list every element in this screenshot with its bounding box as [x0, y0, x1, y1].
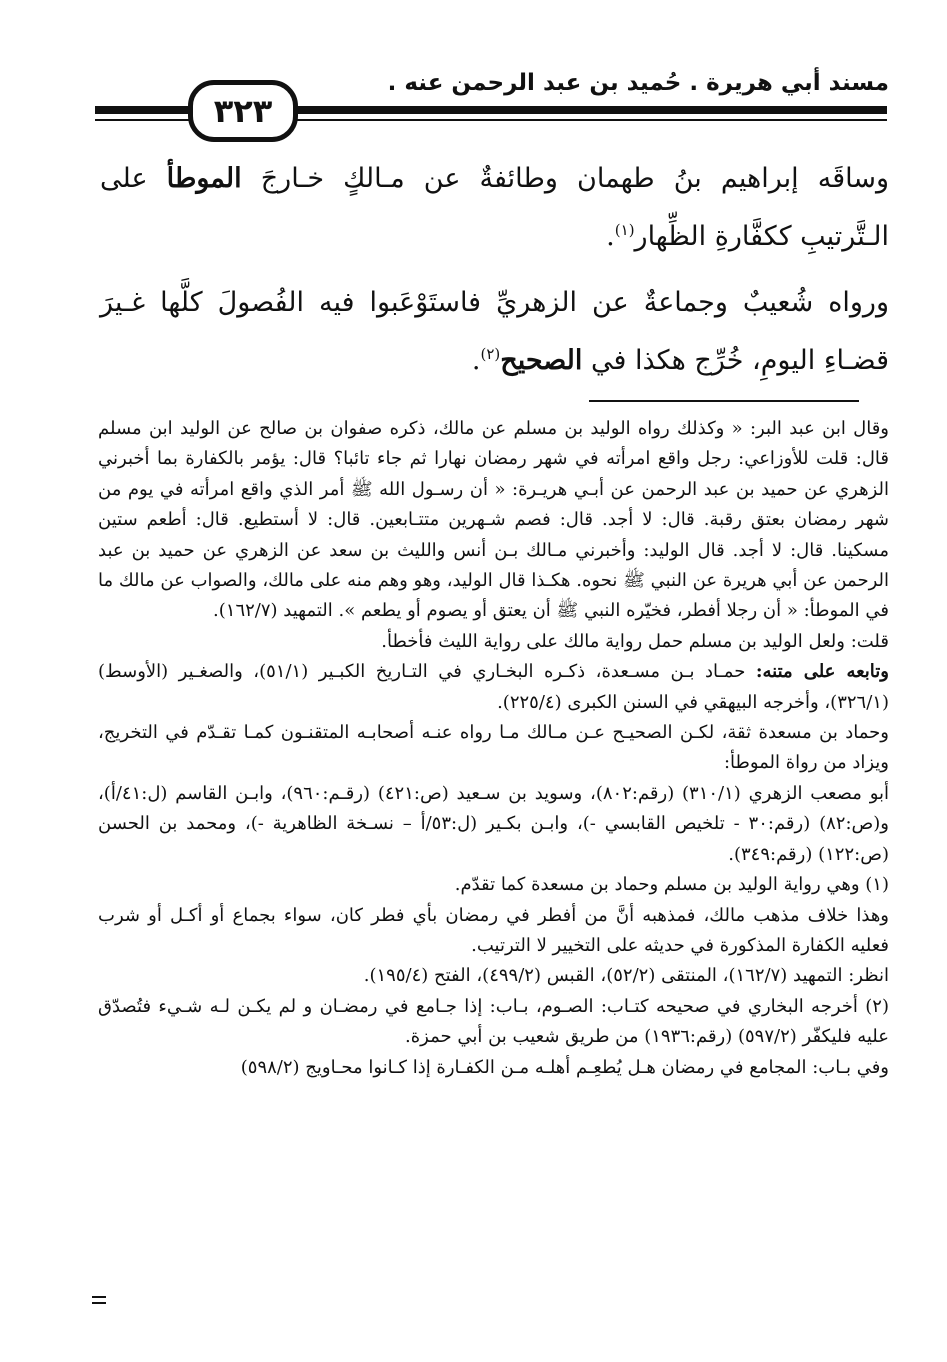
main-paragraph-2 [100, 274, 889, 390]
text-run: وساقَه إبراهيم بنُ طهمان وطائفةٌ عن مـالكٍ خـارجَ [241, 163, 889, 194]
bold-term-sahih: الصحيح [500, 345, 583, 376]
text-run: حمـاد بـن مسـعدة، ذكـره البخـاري في التـاريخ الكبـير (٥١/١)، والصغـير (الأوسط) (٣٢٦/١)، وأخرجه البيهقي في السنن الكبرى (٢٢٥/٤). [98, 661, 889, 713]
footnote-1: (١) وهي رواية الوليد بن مسلم وحماد بن مسعدة كما تقدّم. [454, 874, 889, 896]
footnote-ref-2[interactable]: (٢) [480, 345, 501, 363]
footnotes [98, 414, 889, 1083]
text-run: . [606, 221, 615, 252]
footnote-separator [589, 400, 859, 402]
running-title: مسند أبي هريرة . حُميد بن عبد الرحمن عنه . [387, 70, 889, 96]
text-run: ورواه شُعيبٌ وجماعةٌ عن الزهريِّ فاستَوْعَبوا فيه الفُصولَ كلَّها غـيرَ قضـاءِ اليومِ، خُرِّج هكذا في [100, 287, 889, 376]
text-run: على الـتَّرتيبِ ككفَّارةِ الظِّهار [100, 163, 889, 252]
note-paragraph: وهذا خلاف مذهب مالك، فمذهبه أنَّ من أفطر في رمضان بأي فطر كان، سواء بجماع أو أكـل أو شرب فعليه الكفارة المذكورة في حديثه على التخيير لا الترتيب. [98, 904, 889, 956]
page-header [0, 0, 947, 140]
bold-term-muwatta: الموطأ [166, 163, 242, 194]
footnote-ref-1[interactable]: (١) [614, 221, 635, 239]
page-number: ٣٢٣ [188, 80, 298, 142]
footnote-2: (٢) أخرجه البخاري في صحيحه كتـاب: الصـوم، بـاب: إذا جـامع في رمضـان و لم يكـن لـه شـيء فتُصدّق عليه فليكفّر (٥٩٧/٢) (رقم:١٩٣٦) من طريق شعيب بن أبي حمزة. [98, 995, 889, 1048]
bold-label: وتابعه على متنه: [755, 661, 889, 683]
note-paragraph: وقال ابن عبد البر: « وكذلك رواه الوليد بن مسلم عن مالك، ذكره صفوان بن صالح عن الوليد ابن مسلم قال: قلت للأوزاعي: رجل واقع امرأته في شهر رمضان نهارا ثم جاء تائبا؟ قال: يؤمر بالكفارة بما أخبرني الزهري عن حميد بن عبد الرحمن عن أبـي هريـرة: « أن رسـول الله ﷺ أمر الذي واقع امرأته في يوم من شهر رمضان بعتق رقبة. قال: لا أجد. قال: فصم شـهرين متتـابعين. قال: لا أستطيع. قال: أطعم ستين مسكينا. قال: لا أجد. قال الوليد: وأخبرني مـالك بـن أنس والليث بن سعد عن الزهري عن حميد بن عبد الرحمن عن أبي هريرة عن النبي ﷺ نحوه. هكـذا قال الوليد، وهو وهم منه على مالك، والصواب عن مالك ما في الموطأ: « أن رجلا أفطر، فخيّره النبي ﷺ أن يعتق أو يصوم أو يطعم ». التمهيد (١٦٢/٧). [98, 418, 890, 622]
text-run: . [471, 345, 481, 376]
note-paragraph: قلت: ولعل الوليد بن مسلم حمل رواية مالك على رواية الليث فأخطأ. [381, 630, 889, 652]
main-text [100, 150, 889, 398]
note-paragraph: وفي بـاب: المجامع في رمضان هـل يُطعِـم أهلـه مـن الكفـارة إذا كـانوا محـاويج (٥٩٨/٢) [240, 1056, 889, 1078]
note-paragraph-tabaahu [98, 657, 889, 718]
continuation-marker [92, 1296, 106, 1308]
note-paragraph: وحماد بن مسعدة ثقة، لكـن الصحيـح عـن مـالك مـا رواه عنـه أصحابـه المتقنـون كمـا تقـدّم في التخريج، ويزاد من رواة الموطأ: [98, 722, 889, 774]
note-paragraph: أبو مصعب الزهري (٣١٠/١) (رقم:٨٠٢)، وسويد بن سـعيد (ص:٤٢١) (رقـم:٩٦٠)، وابـن القاسم (ل:٤١/أ)، و(ص:٨٢) (رقم:٣٠ - تلخيص القابسي -)، وابـن بكـير (ل:٥٣/أ – نسـخة الظاهرية -)، ومحمد بن الحسن (ص:١٢٢) (رقم:٣٤٩). [98, 782, 890, 865]
main-paragraph-1 [100, 150, 889, 266]
note-paragraph: انظر: التمهيد (١٦٢/٧)، المنتقى (٥٢/٢)، القبس (٤٩٩/٢)، الفتح (١٩٥/٤). [363, 965, 889, 987]
